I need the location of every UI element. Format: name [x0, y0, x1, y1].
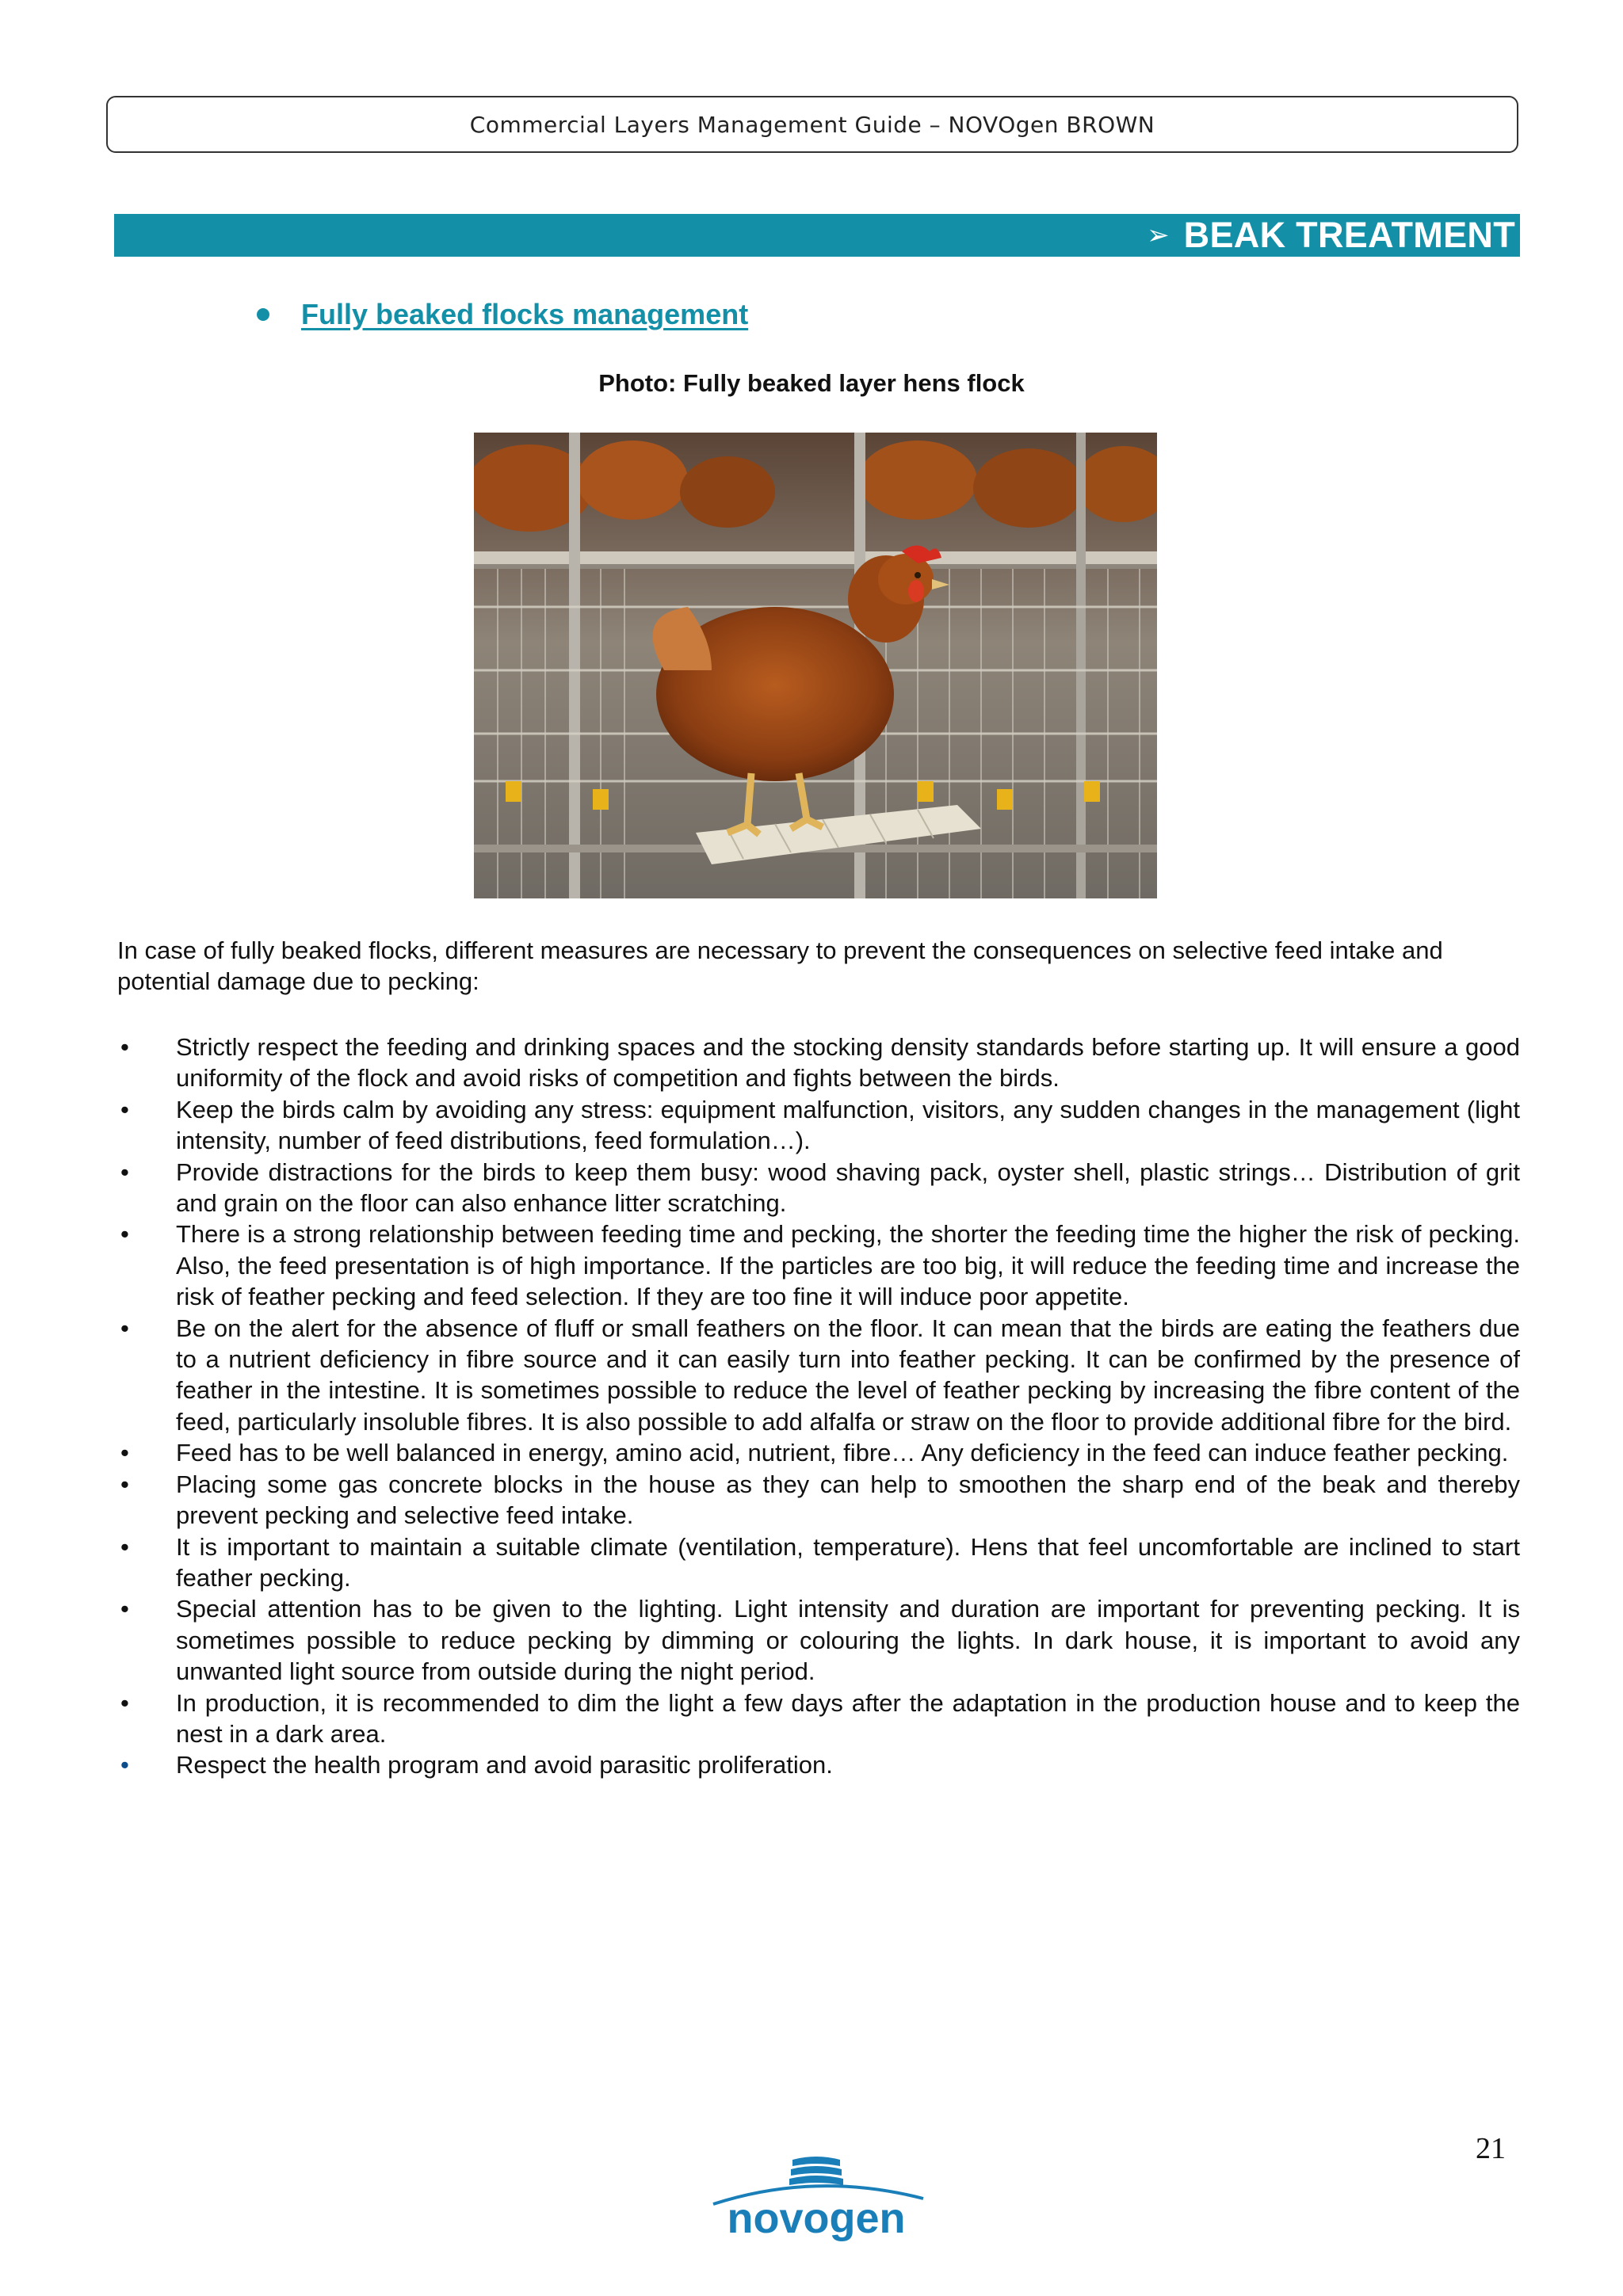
- list-item: • In production, it is recommended to dim the light a few days after the adaptation in the production house and to keep the nest in a dark area.: [120, 1688, 1520, 1748]
- bullet-icon: •: [120, 1470, 129, 1498]
- section-title: BEAK TREATMENT: [1183, 215, 1515, 255]
- bullet-icon: •: [120, 1314, 129, 1342]
- bullet-icon: •: [120, 1220, 129, 1249]
- hen-photo: [474, 433, 1157, 898]
- bullet-icon: •: [120, 1158, 129, 1186]
- bullet-icon: •: [120, 1033, 129, 1061]
- photo-caption: Photo: Fully beaked layer hens flock: [598, 369, 1025, 397]
- bullet-icon: •: [120, 1532, 129, 1561]
- subheading-text: Fully beaked flocks management: [301, 298, 749, 330]
- measures-list: [117, 1032, 1520, 1781]
- novogen-logo: [697, 2155, 935, 2242]
- section-bar: [114, 214, 1520, 257]
- bullet-icon: •: [120, 1751, 129, 1779]
- arrow-right-icon: ➢: [1147, 220, 1170, 250]
- list-item: • Strictly respect the feeding and drinking spaces and the stocking density standards before starting up. It will ensure a good uniformity of the flock and avoid risks of competition and fights between the birds.: [120, 1033, 1520, 1093]
- list-item: • Feed has to be well balanced in energy, amino acid, nutrient, fibre… Any deficiency in the feed can induce feather pecking.: [117, 1437, 1520, 1468]
- bullet-icon: •: [120, 1095, 129, 1123]
- list-item: • It is important to maintain a suitable climate (ventilation, temperature). Hens that feel uncomfortable are inclined to start feather pecking.: [120, 1532, 1520, 1592]
- list-item: • There is a strong relationship between feeding time and pecking, the shorter the feeding time the higher the risk of pecking. Also, the feed presentation is of high importance. If the particles are too big, it will reduce the feeding time and increase the risk of feather pecking and feed selection. If they are too fine it will induce poor appetite.: [120, 1220, 1520, 1311]
- page-number: 21: [1476, 2132, 1506, 2165]
- bullet-icon: •: [120, 1595, 129, 1623]
- list-item: • Respect the health program and avoid parasitic proliferation.: [117, 1749, 1520, 1780]
- list-item: • Keep the birds calm by avoiding any stress: equipment malfunction, visitors, any sudden changes in the management (light intensity, number of feed distributions, feed formulation…).: [120, 1095, 1520, 1155]
- list-item: • Provide distractions for the birds to keep them busy: wood shaving pack, oyster shell, plastic strings… Distribution of grit and grain on the floor can also enhance litter scratching.: [120, 1158, 1520, 1218]
- bullet-icon: •: [120, 1439, 129, 1467]
- logo-wordmark: novogen: [727, 2195, 906, 2242]
- list-item: • Special attention has to be given to the lighting. Light intensity and duration are important for preventing pecking. It is sometimes possible to reduce pecking by dimming or colouring the lights. In dark house, it is important to avoid any unwanted light source from outside during the night period.: [120, 1595, 1520, 1686]
- header-title: Commercial Layers Management Guide – NOVOgen BROWN: [469, 111, 1155, 138]
- list-item: • Placing some gas concrete blocks in the house as they can help to smoothen the sharp end of the beak and thereby prevent pecking and selective feed intake.: [120, 1470, 1520, 1530]
- bullet-icon: •: [120, 1688, 129, 1717]
- intro-paragraph: In case of fully beaked flocks, different measures are necessary to prevent the consequences on selective feed intake and potential damage due to pecking:: [117, 936, 1443, 995]
- bullet-dot-icon: [257, 308, 269, 321]
- list-item: • Be on the alert for the absence of fluff or small feathers on the floor. It can mean that the birds are eating the feathers due to a nutrient deficiency in fibre source and it can easily turn into feather pecking. It can be confirmed by the presence of feather in the intestine. It is sometimes possible to reduce the level of feather pecking by increasing the fibre content of the feed, particularly insoluble fibres. It is also possible to add alfalfa or straw on the floor to provide additional fibre for the bird.: [120, 1314, 1520, 1436]
- running-header: [106, 96, 1518, 153]
- logo-mark-icon: [789, 2157, 843, 2185]
- hen-photo-illustration: [474, 433, 1157, 898]
- subheading: [257, 298, 748, 331]
